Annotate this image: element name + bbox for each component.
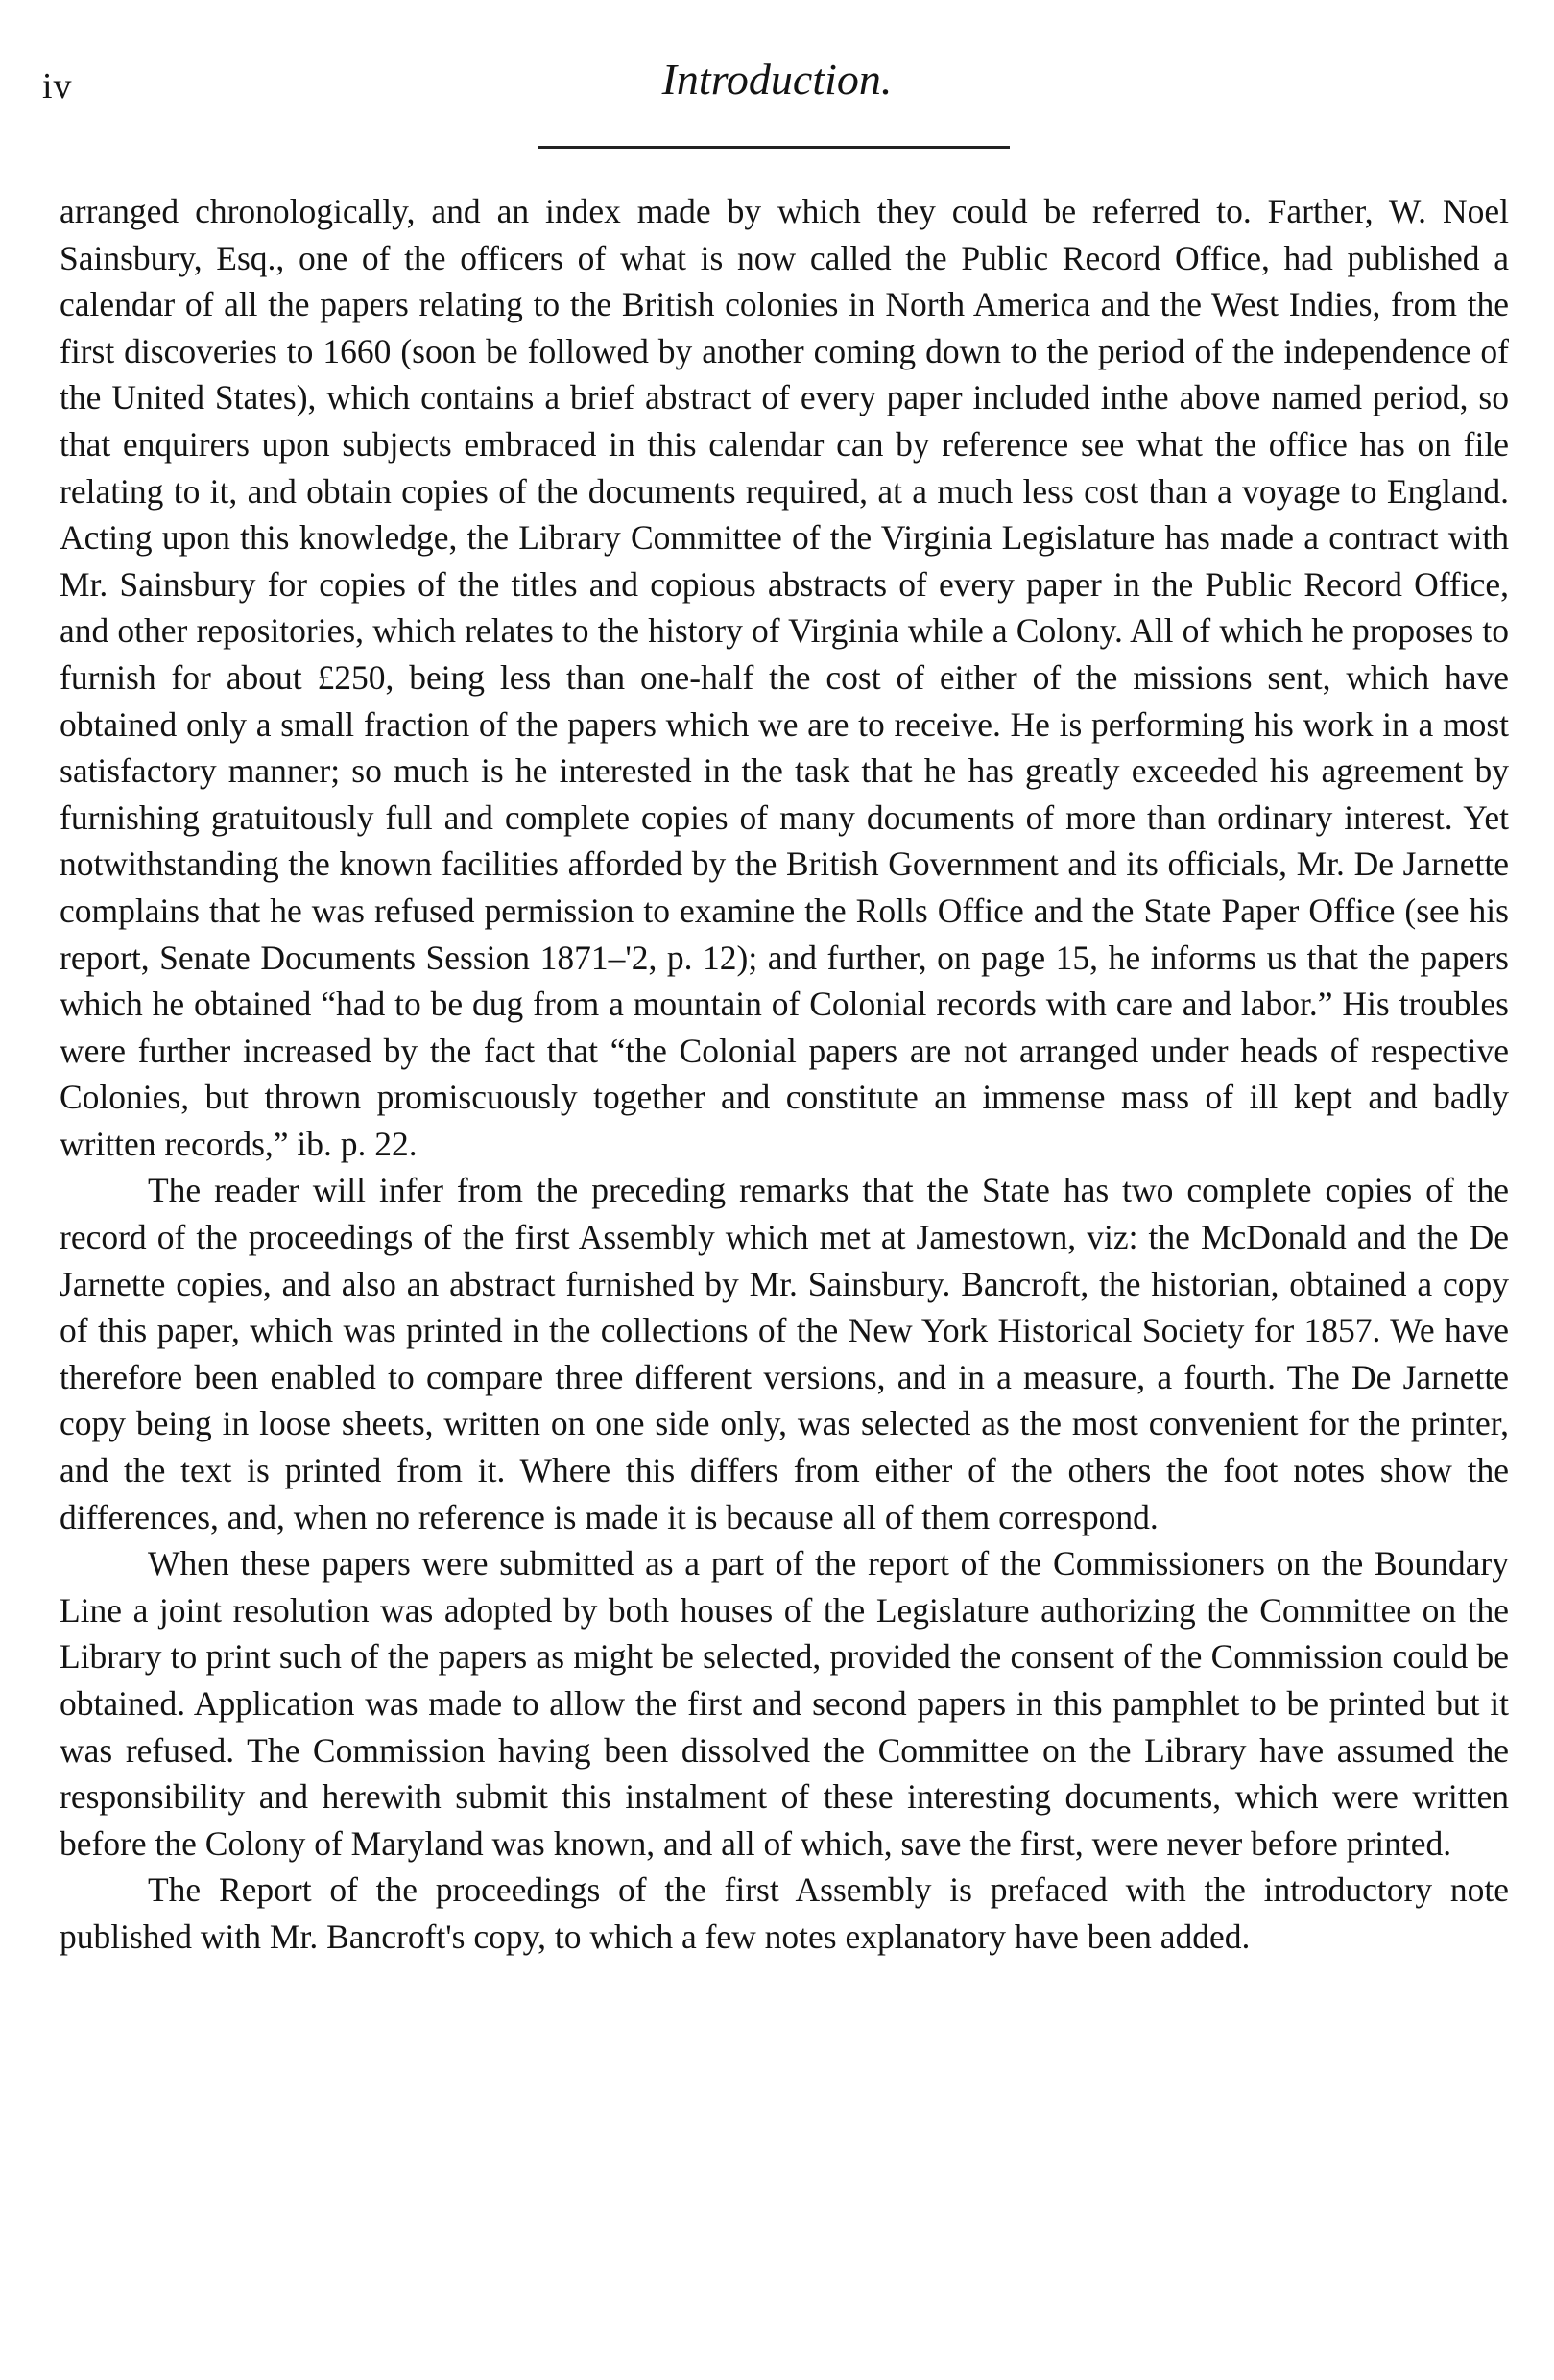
running-title: Introduction. xyxy=(661,55,893,104)
paragraph: The Report of the proceedings of the first Assembly is prefaced with the introductory note published with Mr. Bancroft's copy, to which a few notes explanatory have been added. xyxy=(60,1870,1509,1956)
paragraph-continued: arranged chronologically, and an index made by which they could be referred to. Farther, W. Noel Sainsbury, Esq., one of the officers of what is now called the Public Record Office, had published a calendar of all the papers relating to the British colonies in North America and the West Indies, from the first discoveries to 1660 (soon be followed by another coming down to the period of the independence of the United States), which contains a brief abstract of every paper included inthe above named period, so that enquirers upon subjects embraced in this calendar can by reference see what the office has on file relating to it, and obtain copies of the documents required, at a much less cost than a voyage to England. Acting upon this knowledge, the Library Committee of the Virginia Legislature has made a contract with Mr. Sainsbury for copies of the titles and copious abstracts of every paper in the Public Record Office, and other repositories, which relates to the history of Virginia while a Colony. All of which he proposes to furnish for about £250, being less than one-half the cost of either of the missions sent, which have obtained only a small fraction of the papers which we are to receive. He is performing his work in a most satisfactory manner; so much is he interested in the task that he has greatly exceeded his agreement by furnishing gratuitously full and complete copies of many documents of more than ordinary interest. Yet notwithstanding the known facilities afforded by the British Government and its officials, Mr. De Jarnette complains that he was refused permission to examine the Rolls Office and the State Paper Office (see his report, Senate Documents Session 1871–'2, p. 12); and further, on page 15, he informs us that the papers which he obtained “had to be dug from a mountain of Colonial records with care and labor.” His troubles were further increased by the fact that “the Colonial papers are not arranged under heads of respective Colonies, but thrown promiscuously together and constitute an immense mass of ill kept and badly written records,” ib. p. 22. xyxy=(60,192,1509,1163)
page-header xyxy=(0,50,1554,127)
paragraph: When these papers were submitted as a part of the report of the Commissioners on the Boundary Line a joint resolution was adopted by both houses of the Legislature authorizing the Committee on the Library to print such of the papers as might be selected, provided the consent of the Commission could be obtained. Application was made to allow the first and second papers in this pamphlet to be printed but it was refused. The Commission having been dissolved the Committee on the Library have assumed the responsibility and herewith submit this instalment of these interesting documents, which were written before the Colony of Maryland was known, and all of which, save the first, were never before printed. xyxy=(60,1544,1509,1863)
page-number: iv xyxy=(42,66,73,107)
header-rule xyxy=(538,146,1010,149)
paragraph: The reader will infer from the preceding remarks that the State has two complete copies of the record of the proceedings of the first Assembly which met at Jamestown, viz: the McDonald and the De Jarnette copies, and also an abstract furnished by Mr. Sainsbury. Bancroft, the historian, obtained a copy of this paper, which was printed in the collections of the New York Historical Society for 1857. We have therefore been enabled to compare three different versions, and in a measure, a fourth. The De Jarnette copy being in loose sheets, written on one side only, was selected as the most convenient for the printer, and the text is printed from it. Where this differs from either of the others the foot notes show the differences, and, when no reference is made it is because all of them correspond. xyxy=(60,1171,1509,1536)
body-text xyxy=(60,188,1509,1961)
